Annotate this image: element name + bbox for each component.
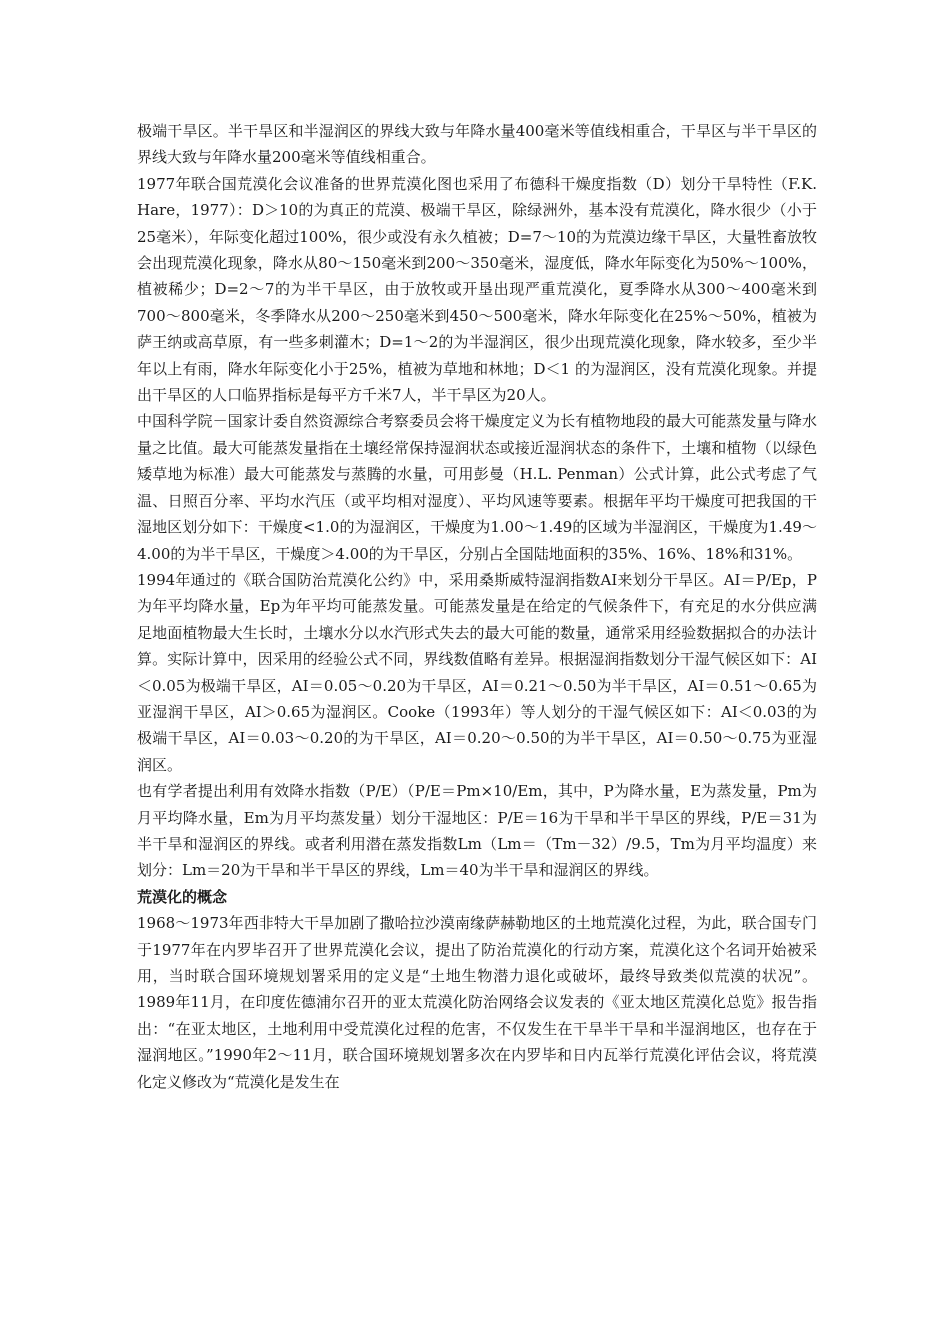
paragraph-desertification-history: 1968～1973年西非特大干旱加剧了撒哈拉沙漠南缘萨赫勒地区的土地荒漠化过程，为此，联合国专门于1977年在内罗毕召开了世界荒漠化会议，提出了防治荒漠化的行动方案，荒漠化这个名词开始被采用，当时联合国环境规划署采用的定义是“土地生物潜力退化或破坏，最终导致类似荒漠的状况”。1989年11月，在印度佐德浦尔召开的亚太荒漠化防治网络会议发表的《亚太地区荒漠化总览》报告指出：“在亚太地区，土地利用中受荒漠化过程的危害，不仅发生在干旱半干旱和半湿润地区，也存在于湿润地区。”1990年2～11月，联合国环境规划署多次在内罗毕和日内瓦举行荒漠化评估会议，将荒漠化定义修改为“荒漠化是发生在 xyxy=(137,914,817,1091)
section-heading-desertification-concept: 荒漠化的概念 xyxy=(137,887,228,906)
paragraph-budyko-dryness-index: 1977年联合国荒漠化会议准备的世界荒漠化图也采用了布德科干燥度指数（D）划分干旱特性（F.K. Hare，1977）：D＞10的为真正的荒漠、极端干旱区，除绿洲外，基本没有荒漠化，降水很少（小于25毫米），年际变化超过100%，很少或没有永久植被；D=7～10的为荒漠边缘干旱区，大量牲畜放牧会出现荒漠化现象，降水从80～150毫米到200～350毫米，湿度低，降水年际变化为50%～100%，植被稀少；D=2～7的为半干旱区，由于放牧或开垦出现严重荒漠化，夏季降水从300～400毫米到700～800毫米，冬季降水从200～250毫米到450～500毫米，降水年际变化在25%～50%，植被为萨王纳或高草原，有一些多刺灌木；D=1～2的为半湿润区，很少出现荒漠化现象，降水较多，至少半年以上有雨，降水年际变化小于25%，植被为草地和林地；D＜1 的为湿润区，没有荒漠化现象。并提出干旱区的人口临界指标是每平方千米7人，半干旱区为20人。 xyxy=(137,174,817,405)
paragraph-un-convention-ai: 1994年通过的《联合国防治荒漠化公约》中，采用桑斯威特湿润指数AI来划分干旱区。AI＝P/Ep，P为年平均降水量，Ep为年平均可能蒸发量。可能蒸发量是在给定的气候条件下，有充足的水分供应满足地面植物最大生长时，土壤水分以水汽形式失去的最大可能的数量，通常采用经验数据拟合的办法计算。实际计算中，因采用的经验公式不同，界线数值略有差异。根据湿润指数划分干湿气候区如下：AI＜0.05为极端干旱区，AI＝0.05～0.20为干旱区，AI＝0.21～0.50为半干旱区，AI＝0.51～0.65为亚湿润干旱区，AI＞0.65为湿润区。Cooke（1993年）等人划分的干湿气候区如下：AI＜0.03的为极端干旱区，AI＝0.03～0.20的为干旱区，AI＝0.20～0.50的为半干旱区，AI＝0.50～0.75为亚湿润区。 xyxy=(137,570,817,774)
paragraph-arid-zone-boundaries: 极端干旱区。半干旱区和半湿润区的界线大致与年降水量400毫米等值线相重合，干旱区与半干旱区的界线大致与年降水量200毫米等值线相重合。 xyxy=(137,122,817,167)
document-body xyxy=(137,118,817,1095)
paragraph-cas-dryness-definition: 中国科学院－国家计委自然资源综合考察委员会将干燥度定义为长有植物地段的最大可能蒸发量与降水量之比值。最大可能蒸发量指在土壤经常保持湿润状态或接近湿润状态的条件下，土壤和植物（以绿色矮草地为标准）最大可能蒸发与蒸腾的水量，可用彭曼（H.L. Penman）公式计算，此公式考虑了气温、日照百分率、平均水汽压（或平均相对湿度）、平均风速等要素。根据年平均干燥度可把我国的干湿地区划分如下：干燥度<1.0的为湿润区，干燥度为1.00～1.49的区域为半湿润区，干燥度为1.49～4.00的为半干旱区，干燥度＞4.00的为干旱区，分别占全国陆地面积的35%、16%、18%和31%。 xyxy=(137,412,817,563)
paragraph-effective-precipitation-index: 也有学者提出利用有效降水指数（P/E）（P/E＝Pm×10/Em，其中，P为降水量，E为蒸发量，Pm为月平均降水量，Em为月平均蒸发量）划分干湿地区：P/E＝16为干旱和半干旱区的界线，P/E＝31为半干旱和湿润区的界线。或者利用潜在蒸发指数Lm（Lm＝（Tm－32）/9.5，Tm为月平均温度）来划分：Lm＝20为干旱和半干旱区的界线，Lm＝40为半干旱和湿润区的界线。 xyxy=(137,782,817,880)
